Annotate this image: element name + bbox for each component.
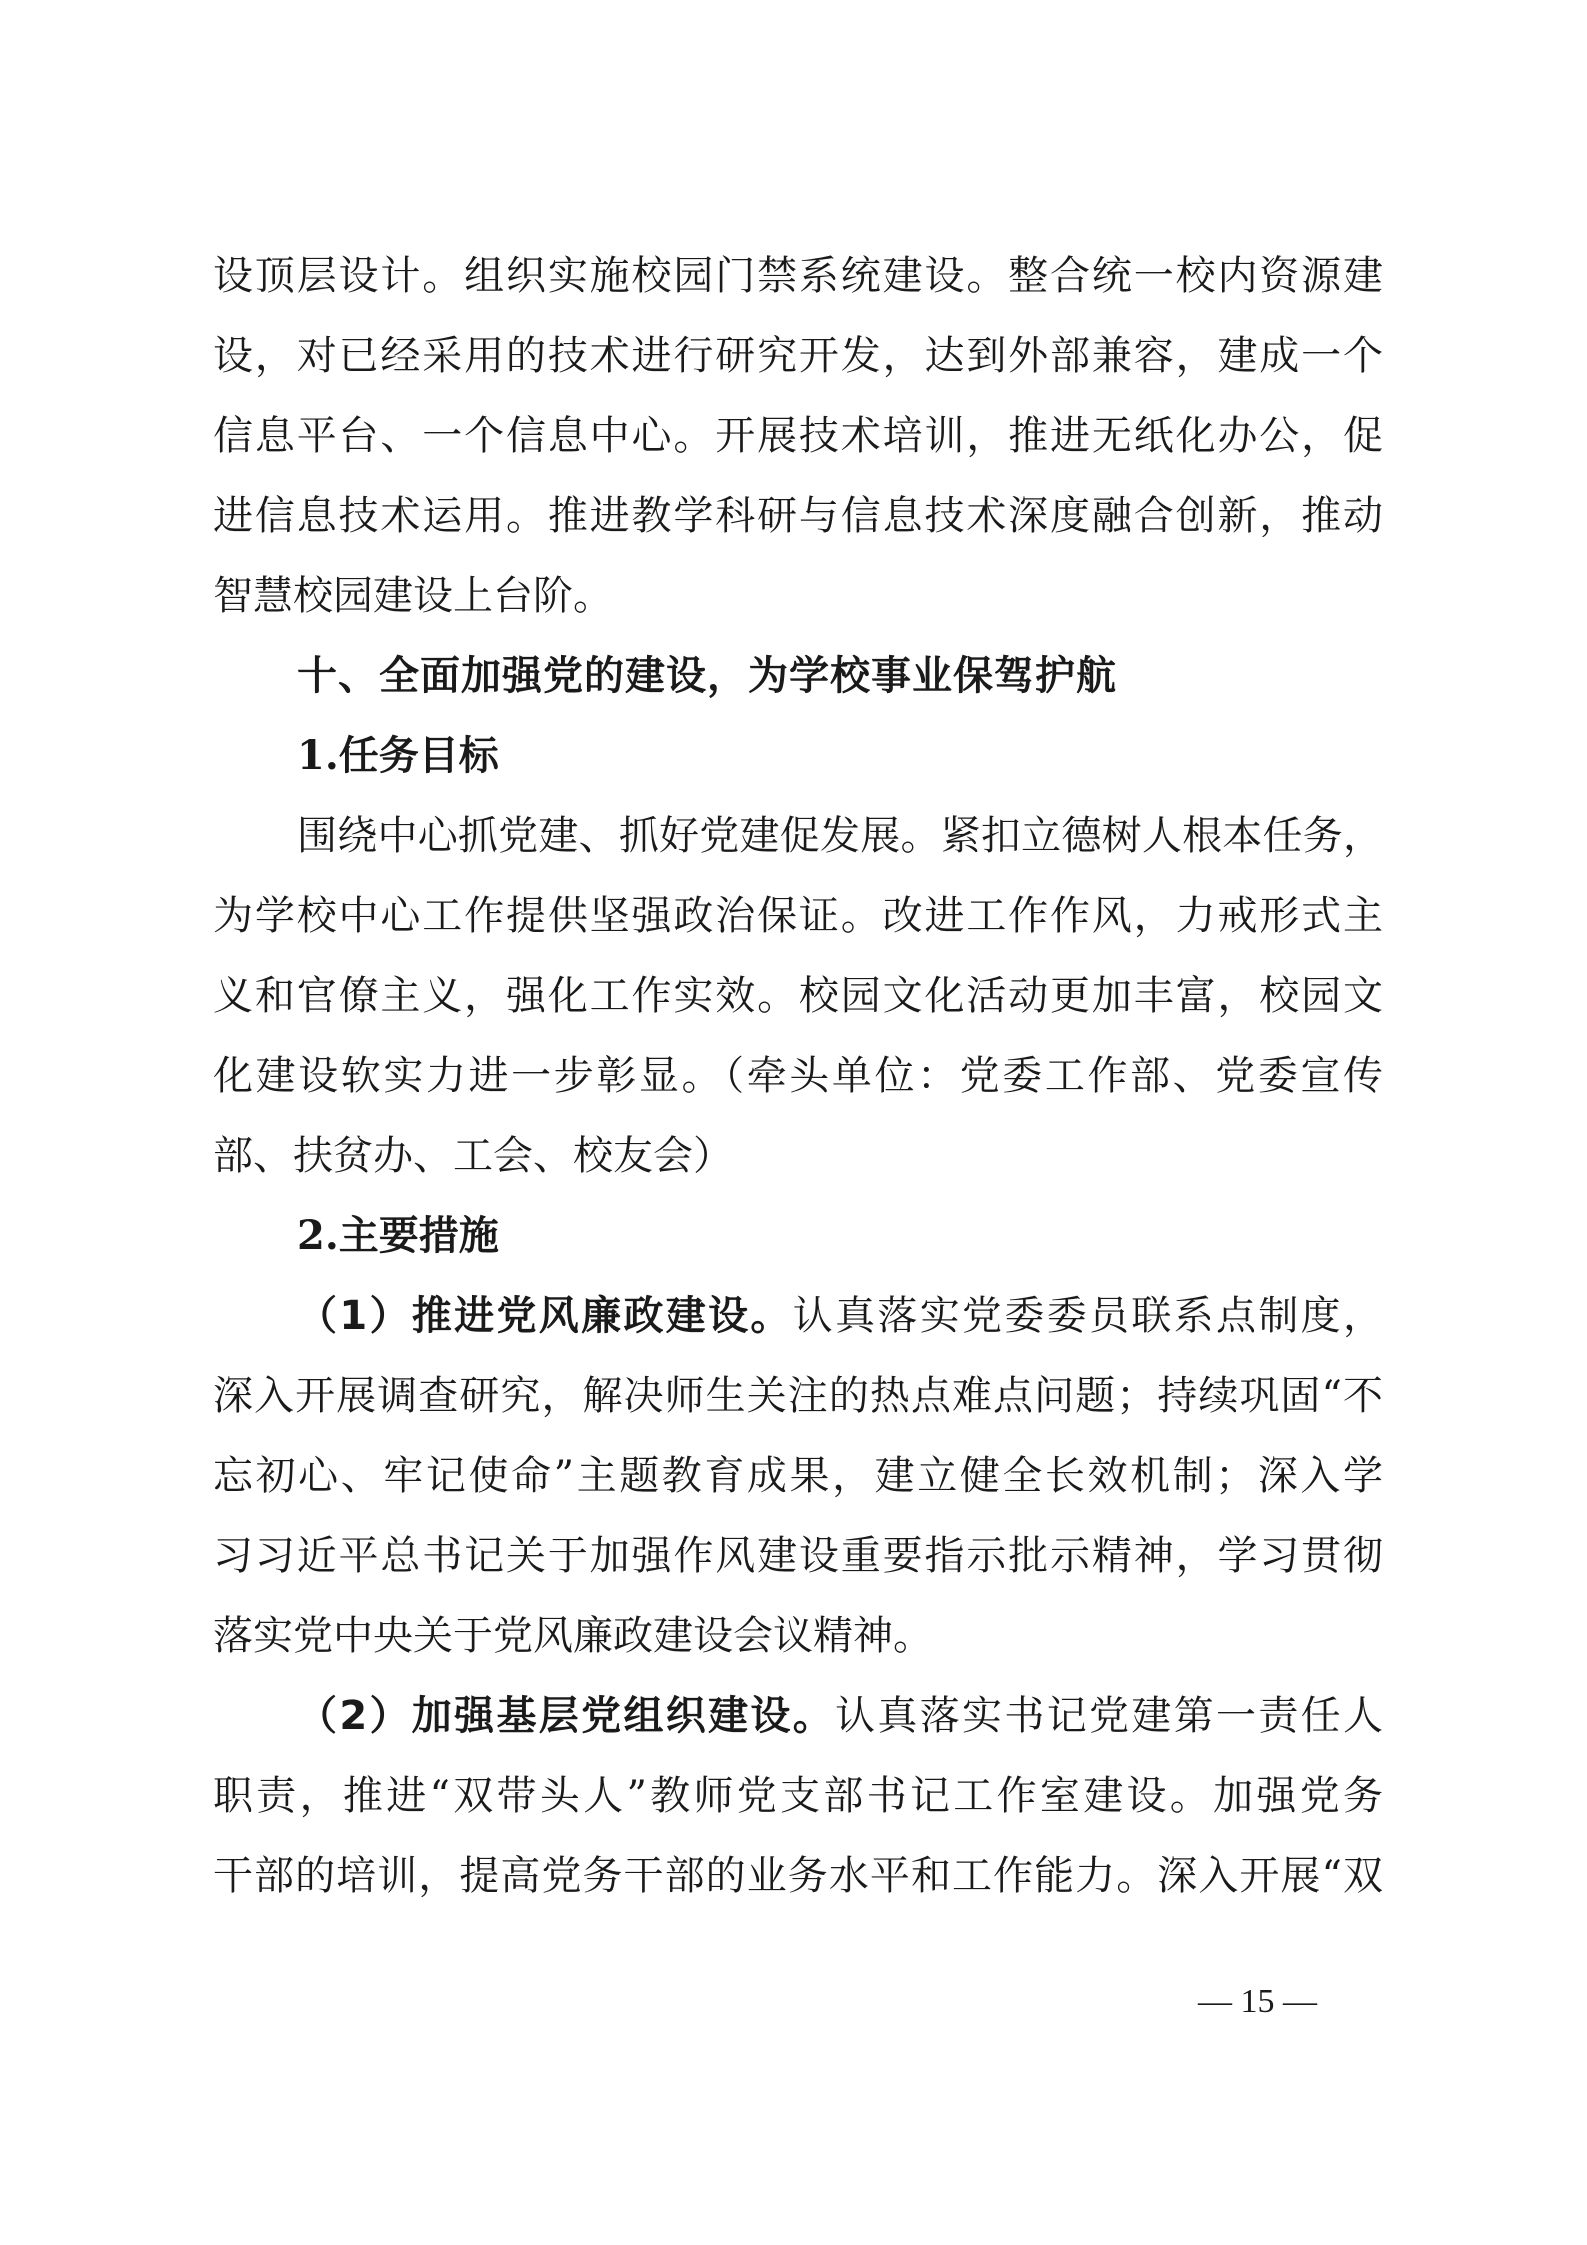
- subheading-task-goal: 1.任务目标: [297, 732, 499, 779]
- section-heading: 十、全面加强党的建设，为学校事业保驾护航: [297, 653, 1117, 699]
- subheading-main-measures: 2.主要措施: [297, 1212, 499, 1259]
- paragraph-line: 设，对已经采用的技术进行研究开发，达到外部兼容，建成一个: [213, 333, 1383, 379]
- paragraph-line: 信息平台、一个信息中心。开展技术培训，推进无纸化办公，促: [213, 413, 1383, 459]
- measure-1-lead: （1）推进党风廉政建设。: [297, 1293, 793, 1339]
- paragraph-line: 智慧校园建设上台阶。: [213, 573, 613, 619]
- paragraph-line: 义和官僚主义，强化工作实效。校园文化活动更加丰富，校园文: [213, 973, 1383, 1019]
- paragraph-line: 化建设软实力进一步彰显。（牵头单位：党委工作部、党委宣传: [213, 1053, 1383, 1099]
- paragraph-line: 进信息技术运用。推进教学科研与信息技术深度融合创新，推动: [213, 493, 1383, 539]
- measure-1-text: 认真落实党委委员联系点制度，: [792, 1293, 1383, 1339]
- page-number: — 15 —: [1198, 1983, 1317, 2020]
- paragraph-line: 为学校中心工作提供坚强政治保证。改进工作作风，力戒形式主: [213, 893, 1383, 939]
- paragraph-line: 习习近平总书记关于加强作风建设重要指示批示精神，学习贯彻: [213, 1533, 1383, 1579]
- measure-2-lead: （2）加强基层党组织建设。: [297, 1693, 836, 1739]
- paragraph-line: 职责，推进“双带头人”教师党支部书记工作室建设。加强党务: [213, 1773, 1383, 1819]
- paragraph-line: 设顶层设计。组织实施校园门禁系统建设。整合统一校内资源建: [213, 253, 1383, 299]
- paragraph-line: 忘初心、牢记使命”主题教育成果，建立健全长效机制；深入学: [213, 1453, 1383, 1499]
- measure-1-first-line: [213, 1276, 1383, 1356]
- paragraph-line: 干部的培训，提高党务干部的业务水平和工作能力。深入开展“双: [213, 1853, 1383, 1899]
- paragraph-line: 落实党中央关于党风廉政建设会议精神。: [213, 1613, 933, 1659]
- paragraph-line: 部、扶贫办、工会、校友会）: [213, 1133, 733, 1179]
- paragraph-line: 深入开展调查研究，解决师生关注的热点难点问题；持续巩固“不: [213, 1373, 1383, 1419]
- measure-2-first-line: [213, 1676, 1383, 1756]
- measure-2-text: 认真落实书记党建第一责任人: [835, 1693, 1383, 1739]
- paragraph-line: 围绕中心抓党建、抓好党建促发展。紧扣立德树人根本任务，: [297, 813, 1383, 859]
- document-body: [213, 236, 1383, 1916]
